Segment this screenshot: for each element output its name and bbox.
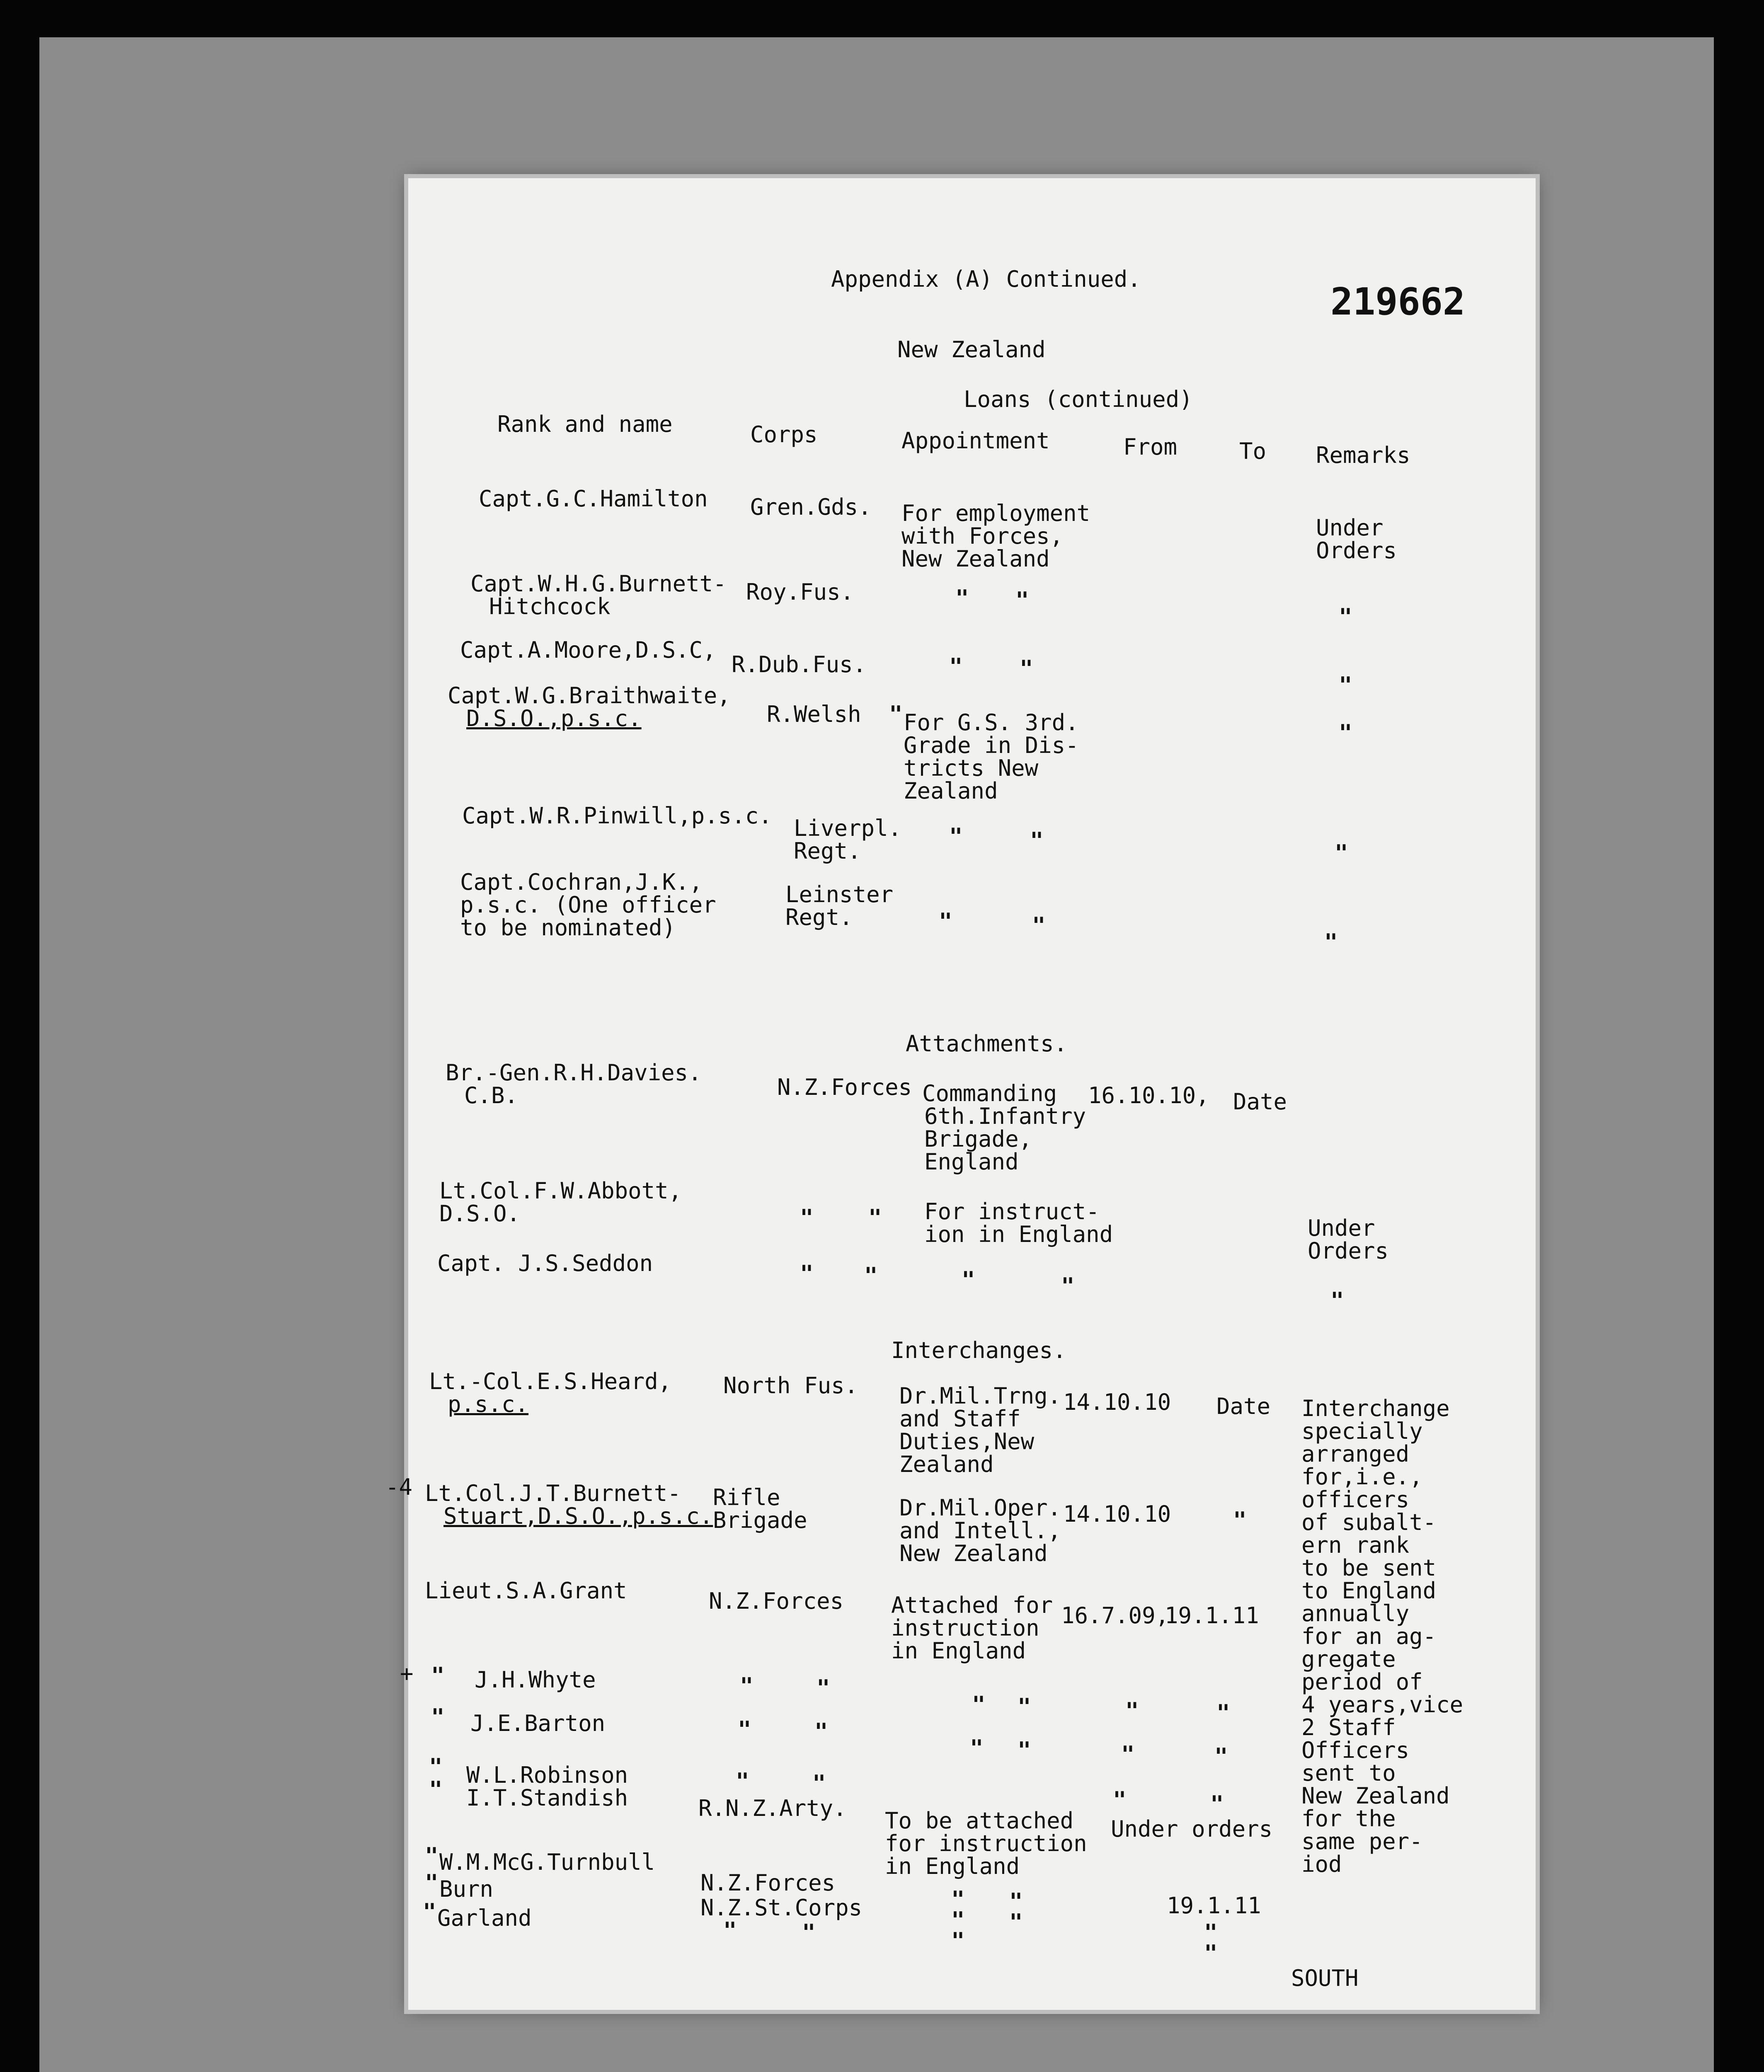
country-heading: New Zealand [897,336,1046,363]
interchange-remarks-line: sent to [1301,1760,1396,1786]
loan-corps: Regt. [785,904,853,930]
column-header-corps: Corps [750,421,818,448]
ditto-mark: " [1113,1787,1127,1813]
interchange-remarks-line: arranged [1301,1441,1410,1467]
interchange-name-line: Garland [437,1905,532,1931]
ditto-mark: " [972,1692,986,1718]
ditto-mark: " [864,1263,878,1289]
loan-name-line: D.S.O.,p.s.c. [466,705,642,731]
ditto-mark: " [1125,1698,1139,1724]
interchange-remarks-line: Officers [1301,1737,1410,1763]
ditto-mark: " [1009,1909,1023,1935]
loans-heading: Loans (continued) [964,386,1193,412]
interchange-remarks-line: ern rank [1301,1532,1410,1558]
interchange-corps: N.Z.Forces [700,1870,836,1896]
interchange-to: 19.1.11 [1165,1602,1259,1629]
document-page [385,178,1536,2010]
interchange-remarks-line: iod [1301,1851,1342,1877]
ditto-mark: " [431,1704,445,1730]
loan-corps: Leinster [785,881,894,908]
ditto-mark: " [800,1261,814,1287]
interchange-name-line: Burn [439,1876,494,1902]
interchange-appointment-line: Duties,New [899,1428,1035,1455]
interchange-appointment-line: and Intell., [899,1518,1061,1544]
interchange-name-line: J.H.Whyte [475,1667,596,1693]
interchange-name-line: Lt.-Col.E.S.Heard, [429,1368,672,1394]
loan-corps: Gren.Gds. [750,494,872,520]
ditto-mark: " [1339,604,1352,630]
attachment-appointment-line: Brigade, [924,1126,1032,1152]
ditto-mark: " [1009,1888,1023,1915]
interchange-name-line: J.E.Barton [470,1710,606,1736]
attachment-name-line: Br.-Gen.R.H.Davies. [446,1060,702,1086]
interchange-remarks-line: for the [1301,1806,1396,1832]
interchange-remarks-line: New Zealand [1301,1783,1450,1809]
interchange-appointment-line: Dr.Mil.Oper. [899,1495,1061,1521]
column-header-remarks: Remarks [1316,442,1410,468]
ditto-mark: " [738,1716,751,1743]
column-header-from: From [1123,434,1178,460]
ditto-mark: " [1015,587,1029,613]
interchange-appointment-line: New Zealand [899,1540,1048,1566]
interchange-remarks-line: to be sent [1301,1555,1437,1581]
interchange-remarks-line: same per- [1301,1828,1423,1854]
interchange-corps: Rifle [713,1484,780,1510]
ditto-mark: " [962,1267,975,1293]
interchange-corps: R.N.Z.Arty. [698,1795,847,1821]
interchange-from: Under orders [1111,1816,1273,1842]
interchange-remarks-line: 4 years,vice [1301,1692,1464,1718]
loan-remarks-line: Orders [1316,537,1397,564]
attachment-appointment-line: Commanding [922,1080,1057,1106]
loan-appointment-line: For employment [901,500,1090,526]
ditto-mark: " [889,701,903,727]
loan-appointment-line: Zealand [904,778,998,804]
ditto-mark: " [1030,828,1044,854]
attachment-name-line: Capt. J.S.Seddon [437,1250,653,1276]
interchange-remarks-line: gregate [1301,1646,1396,1672]
ditto-mark: " [1339,672,1352,698]
ditto-mark: " [1335,840,1348,866]
loan-name-line: Capt.W.R.Pinwill,p.s.c. [462,803,772,829]
interchange-corps: N.Z.St.Corps [700,1895,863,1921]
footer-catchword: SOUTH [1291,1965,1359,1991]
attachment-remarks-line: Under [1308,1215,1375,1241]
loan-name-line: Capt.W.H.G.Burnett- [470,571,727,597]
ditto-mark: " [429,1754,443,1780]
interchange-name-line: W.L.Robinson [466,1762,628,1788]
loan-name-line: Hitchcock [489,593,611,620]
loan-appointment-line: New Zealand [901,546,1050,572]
interchange-name-line: p.s.c. [448,1391,529,1417]
interchange-appointment-line: for instruction [885,1830,1087,1857]
attachment-appointment-line: For instruct- [924,1198,1100,1225]
interchange-to: Date [1216,1393,1271,1419]
loan-appointment-line: with Forces, [901,523,1064,549]
column-header-rank: Rank and name [497,411,673,437]
ditto-mark: " [1204,1940,1218,1966]
ditto-mark: " [1204,1920,1218,1946]
ditto-mark: " [1018,1737,1031,1763]
ditto-mark: " [431,1663,445,1689]
ditto-mark: " [817,1675,830,1701]
interchange-appointment-line: Zealand [899,1451,994,1477]
ditto-mark: " [740,1673,754,1699]
interchange-appointment-line: Attached for [891,1592,1053,1618]
ditto-mark: " [1210,1791,1224,1817]
ditto-mark: " [1032,913,1046,939]
loan-name-line: Capt.A.Moore,D.S.C, [460,637,716,663]
ditto-mark: " [955,585,969,611]
attachment-corps: N.Z.Forces [777,1074,912,1100]
ditto-mark: " [1061,1273,1075,1299]
ditto-mark: " [1214,1743,1228,1769]
loan-corps: Liverpl. [794,815,902,841]
loan-corps: Roy.Fus. [746,579,854,605]
ditto-mark: " [951,1907,965,1933]
attachment-appointment-line: ion in England [924,1221,1113,1247]
interchange-name-line: W.M.McG.Turnbull [439,1849,655,1875]
interchange-from: 14.10.10 [1063,1501,1171,1527]
loan-name-line: to be nominated) [460,915,676,941]
interchange-name-line: Lieut.S.A.Grant [425,1578,627,1604]
column-header-appointment: Appointment [901,428,1050,454]
attachment-remarks-line: Orders [1308,1238,1389,1264]
loan-appointment-line: For G.S. 3rd. [904,709,1079,736]
attachment-appointment-line: 6th.Infantry [924,1103,1086,1129]
ditto-mark: " [939,908,952,934]
ditto-mark: " [423,1899,436,1925]
ditto-mark: " [1330,1288,1344,1314]
interchanges-heading: Interchanges. [891,1337,1066,1363]
loan-remarks-line: Under [1316,515,1384,541]
interchange-remarks-line: for,i.e., [1301,1464,1423,1490]
loan-name-line: Capt.W.G.Braithwaite, [448,683,731,709]
interchange-name-line: I.T.Standish [466,1785,628,1811]
ditto-mark: " [814,1719,828,1745]
ditto-mark: " [723,1917,737,1944]
interchange-from: 16.7.09, [1061,1602,1169,1629]
ditto-mark: " [949,823,963,850]
interchange-appointment-line: instruction [891,1615,1040,1641]
page-number: 219662 [1330,280,1466,324]
loan-appointment-line: Grade in Dis- [904,732,1079,758]
ditto-mark: " [970,1735,984,1761]
interchange-corps: North Fus. [723,1372,858,1399]
ditto-mark: " [1233,1507,1247,1533]
attachments-heading: Attachments. [906,1031,1068,1057]
interchange-name-line: Lt.Col.J.T.Burnett- [425,1480,681,1506]
loan-appointment-line: tricts New [904,755,1039,781]
ditto-mark: " [429,1777,443,1803]
loan-corps: R.Dub.Fus. [732,651,867,678]
ditto-mark: " [1018,1694,1031,1720]
ditto-mark: " [1216,1700,1230,1726]
loan-corps: Regt. [794,838,861,864]
interchange-remarks-line: annually [1301,1600,1410,1627]
interchange-remarks-line: Interchange [1301,1395,1450,1421]
loan-name-line: p.s.c. (One officer [460,892,716,918]
ditto-mark: " [1121,1741,1135,1767]
interchange-to: 19.1.11 [1167,1893,1261,1919]
interchange-remarks-line: period of [1301,1669,1423,1695]
ditto-mark: " [425,1870,439,1896]
attachment-name-line: Lt.Col.F.W.Abbott, [439,1178,682,1204]
column-header-to: To [1239,438,1267,464]
ditto-mark: " [1020,656,1033,682]
loan-corps: R.Welsh [767,701,861,727]
attachment-appointment-line: England [924,1149,1019,1175]
interchange-appointment-line: and Staff [899,1406,1021,1432]
attachment-name-line: C.B. [464,1082,519,1109]
ditto-mark: " [1339,720,1352,746]
attachment-from: 16.10.10, [1088,1082,1209,1109]
interchange-corps: Brigade [713,1507,807,1533]
interchange-remarks-line: specially [1301,1418,1423,1444]
ditto-mark: " [425,1843,439,1869]
interchange-corps: N.Z.Forces [709,1588,844,1614]
loan-name-line: Capt.Cochran,J.K., [460,869,703,895]
appendix-heading: Appendix (A) Continued. [831,266,1141,292]
ditto-mark: " [951,1928,965,1954]
margin-mark: + [400,1661,414,1687]
attachment-name-line: D.S.O. [439,1201,521,1227]
ditto-mark: " [949,654,963,680]
ditto-mark: " [951,1886,965,1912]
interchange-remarks-line: for an ag- [1301,1623,1437,1649]
margin-mark: -4 [385,1474,413,1500]
attachment-to: Date [1233,1089,1287,1115]
interchange-remarks-line: 2 Staff [1301,1714,1396,1740]
interchange-appointment-line: in England [885,1853,1020,1879]
ditto-mark: " [812,1770,826,1796]
ditto-mark: " [800,1205,814,1231]
interchange-remarks-line: to England [1301,1578,1437,1604]
loan-name-line: Capt.G.C.Hamilton [479,486,708,512]
interchange-appointment-line: Dr.Mil.Trng. [899,1383,1061,1409]
ditto-mark: " [868,1205,882,1231]
interchange-appointment-line: in England [891,1638,1026,1664]
ditto-mark: " [736,1768,749,1794]
interchange-remarks-line: of subalt- [1301,1509,1437,1535]
interchange-from: 14.10.10 [1063,1389,1171,1415]
interchange-appointment-line: To be attached [885,1808,1074,1834]
interchange-name-line: Stuart,D.S.O.,p.s.c. [443,1503,713,1529]
ditto-mark: " [1324,929,1338,955]
interchange-remarks-line: officers [1301,1486,1410,1513]
ditto-mark: " [802,1920,816,1946]
